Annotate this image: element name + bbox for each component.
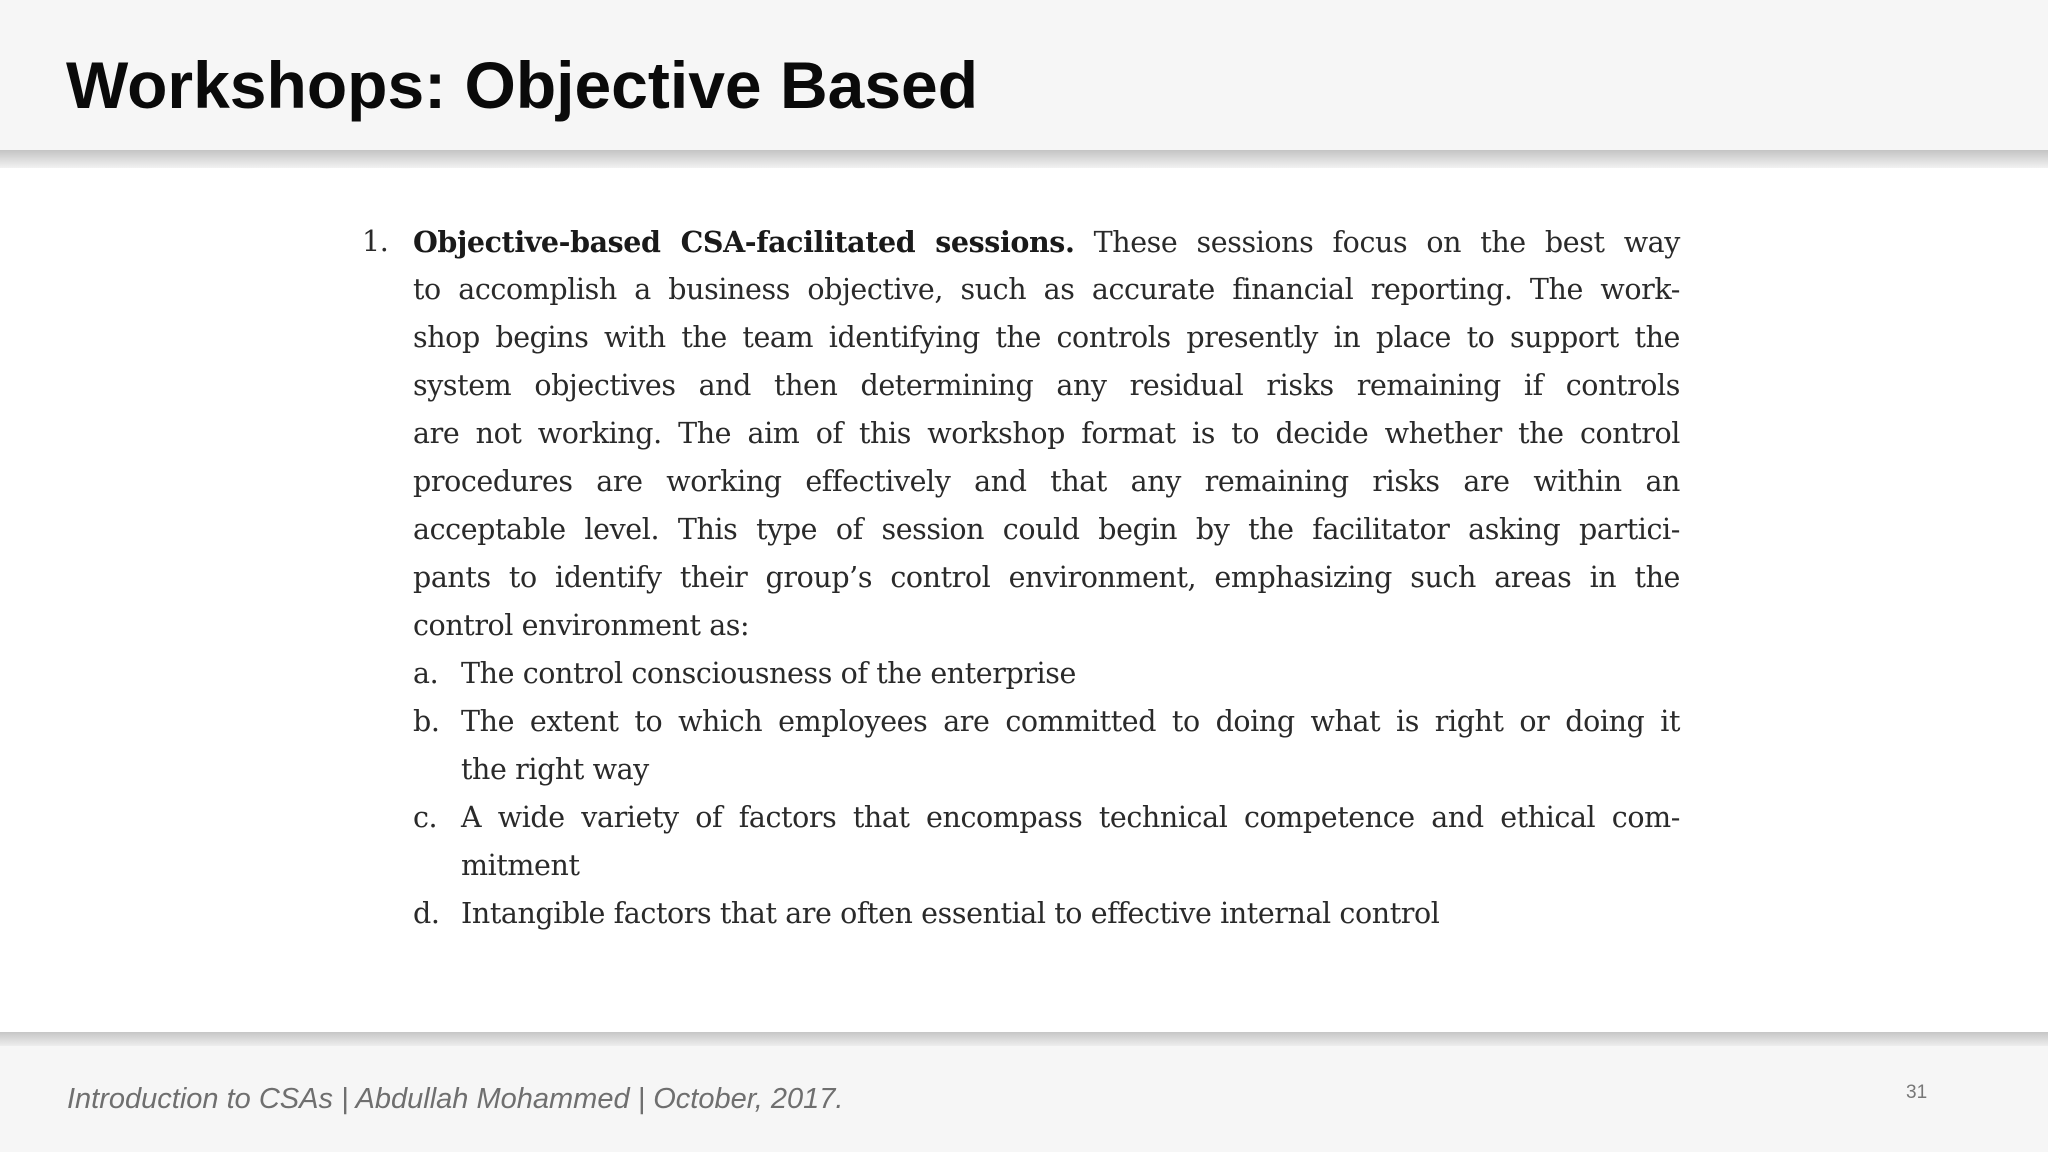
sub-item-text: mitment: [461, 849, 580, 882]
slide-title: Workshops: Objective Based: [66, 48, 979, 122]
page-number: 31: [1906, 1082, 1928, 1103]
text-line: procedures are working effectively and that any remaining risks are within an: [413, 465, 1680, 498]
text-line: system objectives and then determining any residual risks remaining if controls: [413, 369, 1680, 402]
sub-item-marker: c.: [413, 801, 438, 834]
text-line: acceptable level. This type of session could begin by the facilitator asking partici-: [413, 513, 1680, 546]
scanned-text-excerpt: [360, 218, 1680, 938]
text-line: [413, 218, 1680, 266]
title-bar-divider: [0, 150, 2048, 168]
item-number: 1.: [362, 225, 389, 258]
sub-item-text: The extent to which employees are committed to doing what is right or doing it: [461, 705, 1680, 738]
sub-list-item: [413, 890, 1680, 938]
sub-list-item: [413, 650, 1680, 698]
sub-list-item: [413, 794, 1680, 890]
sub-list-item: [413, 698, 1680, 794]
numbered-item: [360, 218, 1680, 938]
footer-caption: Introduction to CSAs | Abdullah Mohammed | October, 2017.: [67, 1083, 844, 1115]
item-lead-heading: Objective-based CSA-facilitated sessions.: [413, 225, 1075, 259]
sub-item-text: A wide variety of factors that encompass technical competence and ethical com-: [461, 801, 1680, 834]
text-line: pants to identify their group’s control environment, emphasizing such areas in the: [413, 561, 1680, 594]
sub-item-marker: d.: [413, 897, 440, 930]
text-line: shop begins with the team identifying the controls presently in place to support the: [413, 321, 1680, 354]
text-line-rest: These sessions focus on the best way: [1074, 226, 1680, 259]
sub-item-text: Intangible factors that are often essential to effective internal control: [461, 897, 1440, 930]
sub-item-text: the right way: [461, 753, 649, 786]
sub-item-text: The control consciousness of the enterprise: [461, 657, 1076, 690]
text-line: to accomplish a business objective, such as accurate financial reporting. The work-: [413, 273, 1680, 306]
sub-item-marker: a.: [413, 657, 439, 690]
sub-item-marker: b.: [413, 705, 440, 738]
text-line: control environment as:: [413, 609, 750, 642]
text-line: are not working. The aim of this workshop format is to decide whether the control: [413, 417, 1680, 450]
